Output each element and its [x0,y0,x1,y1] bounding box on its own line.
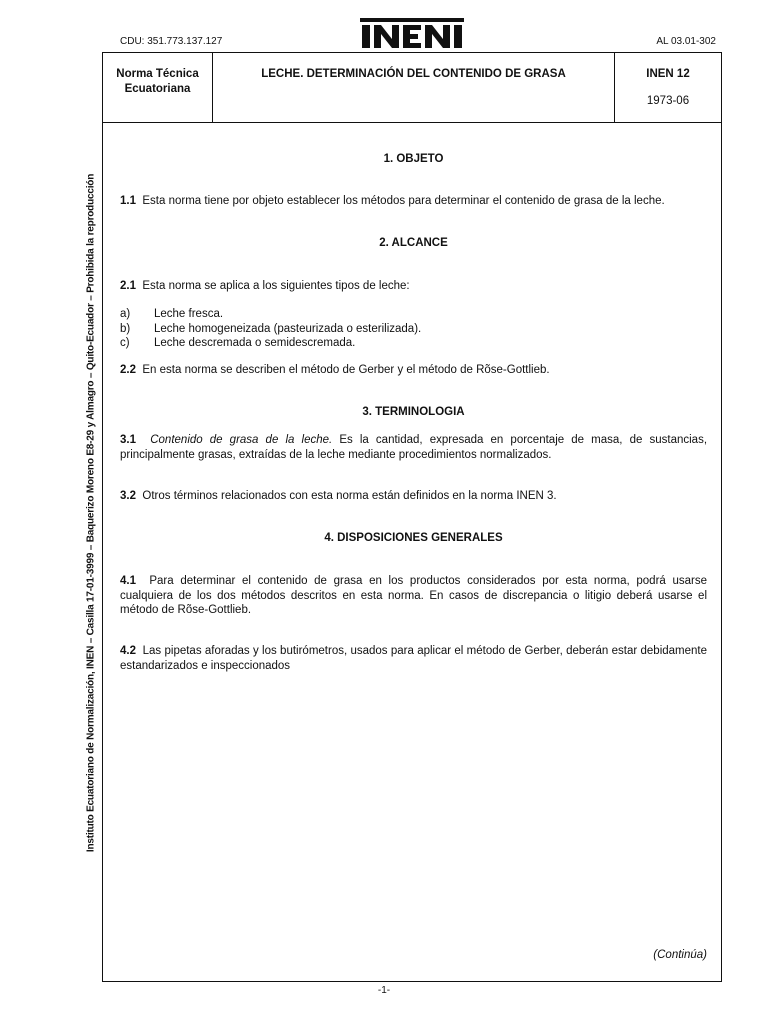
paragraph-text: Para determinar el contenido de grasa en los productos considerados por esta norma, podrá usarse cualquiera de los dos métodos descritos en esta norma. En casos de discrepancia o litigio deberá usarse el método de Rõse-Gottlieb. [120,575,707,616]
document-title: LECHE. DETERMINACIÓN DEL CONTENIDO DE GRASA [213,53,615,122]
list-item: b) Leche homogeneizada (pasteurizada o esterilizada). [120,322,422,335]
section-heading-terminologia: 3. TERMINOLOGIA [362,406,465,418]
page-number: -1- [377,985,391,996]
inen-logo [360,18,464,48]
paragraph-number: 4.2 [120,645,136,657]
section-heading-alcance: 2. ALCANCE [379,237,448,249]
document-header [103,53,721,123]
norma-label: Norma Técnica Ecuatoriana [103,53,213,122]
list-item: c) Leche descremada o semidescremada. [120,337,356,349]
standard-code: INEN 12 [646,68,690,80]
paragraph-number: 4.1 [120,575,136,587]
term-name: Contenido de grasa de la leche. [150,434,333,446]
paragraph-text: Las pipetas aforadas y los butirómetros, usados para aplicar el método de Gerber, deberán estar debidamente estandarizados e inspeccionados [120,645,708,672]
section-heading-disposiciones: 4. DISPOSICIONES GENERALES [324,532,503,544]
paragraph-3-2 [120,489,707,504]
paragraph-number: 3.1 [120,434,136,446]
standard-code-cell [615,53,721,122]
continua-note: (Continúa) [653,949,707,961]
sidebar-imprint: Instituto Ecuatoriano de Normalización, INEN – Casilla 17-01-3999 – Baquerizo Moreno E8-29 y Almagro – Quito-Ecuador – Prohibida la reproducción [85,173,97,853]
paragraph-text: En esta norma se describen el método de Gerber y el método de Rõse-Gottlieb. [142,364,550,376]
milk-types-list [120,307,707,351]
paragraph-2-1 [120,279,707,294]
paragraph-text: Otros términos relacionados con esta norma están definidos en la norma INEN 3. [142,490,557,502]
document-frame [102,52,722,982]
paragraph-4-2 [120,644,707,673]
paragraph-number: 2.2 [120,364,136,376]
paragraph-number: 1.1 [120,195,136,207]
paragraph-3-1 [120,433,707,462]
paragraph-text: Es la cantidad, expresada en porcentaje de masa, de sustancias, principalmente grasas, extraídas de la leche mediante procedimientos normalizados. [120,434,708,461]
paragraph-2-2 [120,363,707,378]
paragraph-1-1 [120,194,707,209]
cdu-code: CDU: 351.773.137.127 [120,36,223,47]
standard-year: 1973-06 [646,95,690,107]
list-item: a) Leche fresca. [120,308,224,320]
al-code: AL 03.01-302 [656,36,716,47]
paragraph-number: 2.1 [120,280,136,292]
top-row [120,34,716,50]
paragraph-text: Esta norma se aplica a los siguientes tipos de leche: [142,280,410,292]
paragraph-4-1 [120,574,707,618]
paragraph-text: Esta norma tiene por objeto establecer los métodos para determinar el contenido de grasa de la leche. [142,195,665,207]
section-heading-objeto: 1. OBJETO [383,153,444,165]
paragraph-number: 3.2 [120,490,136,502]
